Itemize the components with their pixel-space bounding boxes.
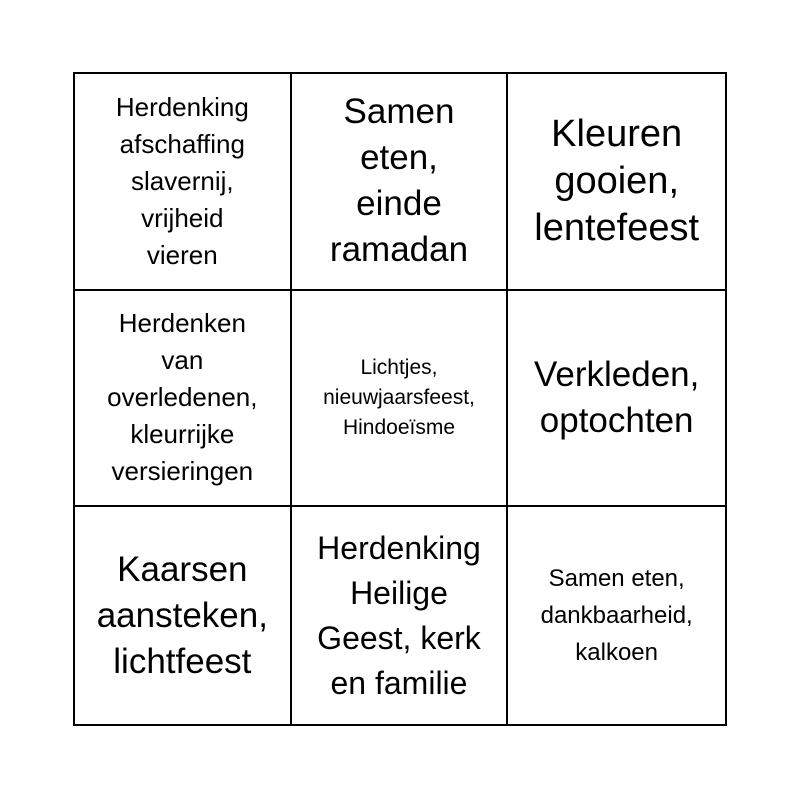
bingo-cell-text: Herdenking Heilige Geest, kerk en familie bbox=[317, 529, 481, 701]
bingo-cell[interactable] bbox=[75, 291, 292, 508]
bingo-cell[interactable] bbox=[292, 507, 509, 724]
bingo-cell[interactable] bbox=[75, 507, 292, 724]
bingo-cell[interactable] bbox=[508, 74, 725, 291]
bingo-cell[interactable] bbox=[292, 291, 509, 508]
bingo-cell-text: Lichtjes, nieuwjaarsfeest, Hindoeïsme bbox=[323, 355, 475, 439]
bingo-cell-text: Verkleden, optochten bbox=[533, 354, 700, 440]
bingo-card-grid bbox=[73, 72, 727, 726]
bingo-cell-text: Kaarsen aansteken, lichtfeest bbox=[96, 549, 268, 681]
bingo-cell-text: Herdenken van overledenen, kleurrijke versieringen bbox=[107, 308, 258, 487]
bingo-cell-text: Herdenking afschaffing slavernij, vrijheid vieren bbox=[115, 91, 249, 270]
bingo-cell-text: Kleuren gooien, lentefeest bbox=[534, 112, 700, 249]
bingo-cell-text: Samen eten, dankbaarheid, kalkoen bbox=[540, 565, 693, 667]
bingo-cell[interactable] bbox=[75, 74, 292, 291]
bingo-cell[interactable] bbox=[508, 507, 725, 724]
bingo-cell[interactable] bbox=[292, 74, 509, 291]
bingo-cell[interactable] bbox=[508, 291, 725, 508]
bingo-cell-text: Samen eten, einde ramadan bbox=[329, 92, 469, 270]
